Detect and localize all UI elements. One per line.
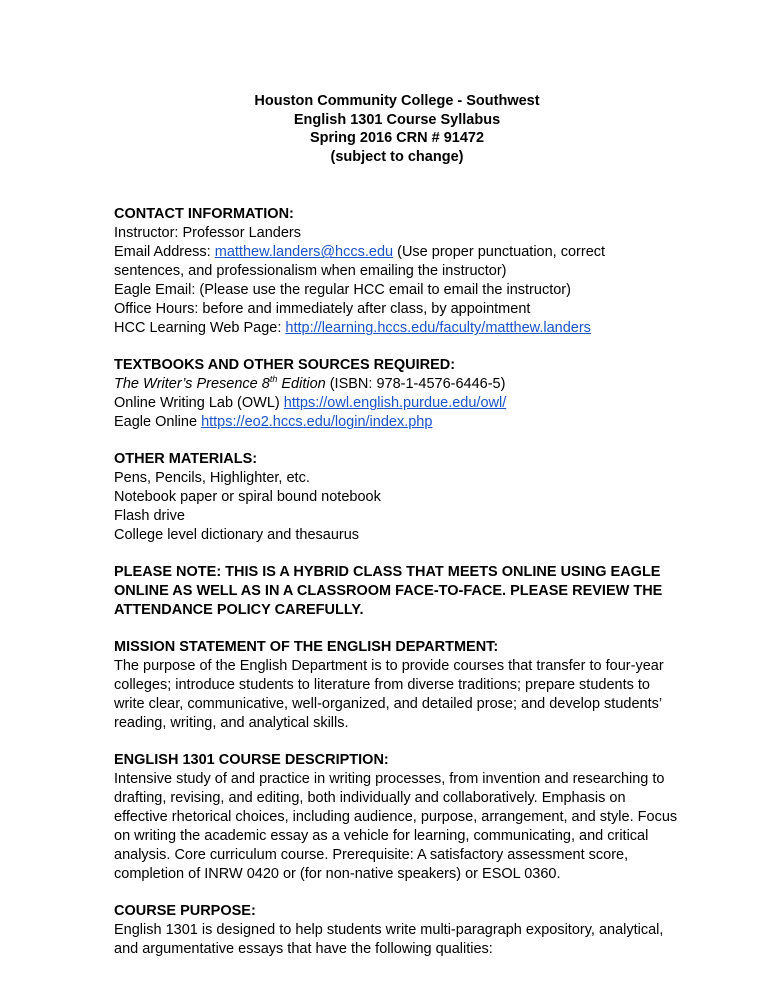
eagle-email-line: Eagle Email: (Please use the regular HCC email to email the instructor) <box>114 282 571 299</box>
purpose-text-line: and argumentative essays that have the following qualities: <box>114 941 493 958</box>
textbook-title-main: The Writer’s Presence 8 <box>114 376 270 393</box>
materials-item: Notebook paper or spiral bound notebook <box>114 489 381 506</box>
materials-item: Pens, Pencils, Highlighter, etc. <box>114 470 310 487</box>
description-text-line: effective rhetorical choices, including audience, purpose, arrangement, and style. Focus <box>114 809 678 826</box>
hybrid-class-note <box>114 563 684 620</box>
materials-item: College level dictionary and thesaurus <box>114 527 360 544</box>
email-note-1: (Use proper punctuation, correct <box>393 244 606 261</box>
textbooks-heading: TEXTBOOKS AND OTHER SOURCES REQUIRED: <box>114 357 456 374</box>
mission-text-line: reading, writing, and analytical skills. <box>114 715 349 732</box>
description-text-line: analysis. Core curriculum course. Prerequisite: A satisfactory assessment score, <box>114 847 629 864</box>
owl-label: Online Writing Lab (OWL) <box>114 395 284 412</box>
college-name: Houston Community College - Southwest <box>254 93 540 109</box>
mission-text-line: The purpose of the English Department is to provide courses that transfer to four-year <box>114 658 664 675</box>
textbook-line <box>114 375 684 394</box>
email-note-2: sentences, and professionalism when emailing the instructor) <box>114 263 507 280</box>
textbook-edition-sup: th <box>269 374 278 385</box>
materials-section <box>114 450 684 545</box>
description-text-line: on writing the academic essay as a vehicle for learning, communicating, and critical <box>114 828 649 845</box>
textbook-title <box>114 376 326 392</box>
document-header <box>110 92 684 166</box>
note-line: ATTENDANCE POLICY CAREFULLY. <box>114 602 364 619</box>
mission-heading: MISSION STATEMENT OF THE ENGLISH DEPARTMENT: <box>114 639 499 656</box>
subject-to-change-note: (subject to change) <box>330 148 464 165</box>
contact-heading: CONTACT INFORMATION: <box>114 206 294 223</box>
course-title: English 1301 Course Syllabus <box>293 111 501 128</box>
description-text-line: drafting, revising, and editing, both individually and collaboratively. Emphasis on <box>114 790 626 807</box>
materials-item: Flash drive <box>114 508 185 525</box>
email-label: Email Address: <box>114 244 215 261</box>
textbooks-section <box>114 356 684 432</box>
textbook-isbn: (ISBN: 978-1-4576-6446-5) <box>325 376 506 393</box>
mission-section <box>114 638 684 733</box>
mission-text-line: colleges; introduce students to literature from diverse traditions; prepare students to <box>114 677 650 694</box>
materials-heading: OTHER MATERIALS: <box>114 451 258 468</box>
purpose-section <box>114 902 684 959</box>
purpose-heading: COURSE PURPOSE: <box>114 903 256 920</box>
note-line: PLEASE NOTE: THIS IS A HYBRID CLASS THAT MEETS ONLINE USING EAGLE <box>114 564 661 581</box>
syllabus-content <box>114 92 684 959</box>
web-page-line <box>114 319 684 338</box>
eagle-online-link[interactable]: https://eo2.hccs.edu/login/index.php <box>201 414 433 431</box>
note-line: ONLINE AS WELL AS IN A CLASSROOM FACE-TO-FACE. PLEASE REVIEW THE <box>114 583 663 600</box>
description-heading: ENGLISH 1301 COURSE DESCRIPTION: <box>114 752 389 769</box>
eagle-online-label: Eagle Online <box>114 414 202 431</box>
instructor-line: Instructor: Professor Landers <box>114 225 301 242</box>
email-line <box>114 243 684 262</box>
web-page-label: HCC Learning Web Page: <box>114 320 286 337</box>
description-text-line: Intensive study of and practice in writing processes, from invention and researching to <box>114 771 665 788</box>
term-crn: Spring 2016 CRN # 91472 <box>309 130 485 147</box>
email-link[interactable]: matthew.landers@hccs.edu <box>214 244 394 261</box>
contact-section <box>114 205 684 338</box>
owl-link[interactable]: https://owl.english.purdue.edu/owl/ <box>283 395 507 412</box>
web-page-link[interactable]: http://learning.hccs.edu/faculty/matthew.landers <box>285 320 591 337</box>
purpose-text-line: English 1301 is designed to help students write multi-paragraph expository, analytical, <box>114 922 664 939</box>
textbook-edition-word: Edition <box>277 376 326 393</box>
office-hours-line: Office Hours: before and immediately after class, by appointment <box>114 301 531 318</box>
description-text-line: completion of INRW 0420 or (for non-native speakers) or ESOL 0360. <box>114 866 561 883</box>
eagle-online-line <box>114 413 684 432</box>
description-section <box>114 751 684 884</box>
mission-text-line: write clear, communicative, well-organized, and detailed prose; and develop students’ <box>114 696 663 713</box>
owl-line <box>114 394 684 413</box>
